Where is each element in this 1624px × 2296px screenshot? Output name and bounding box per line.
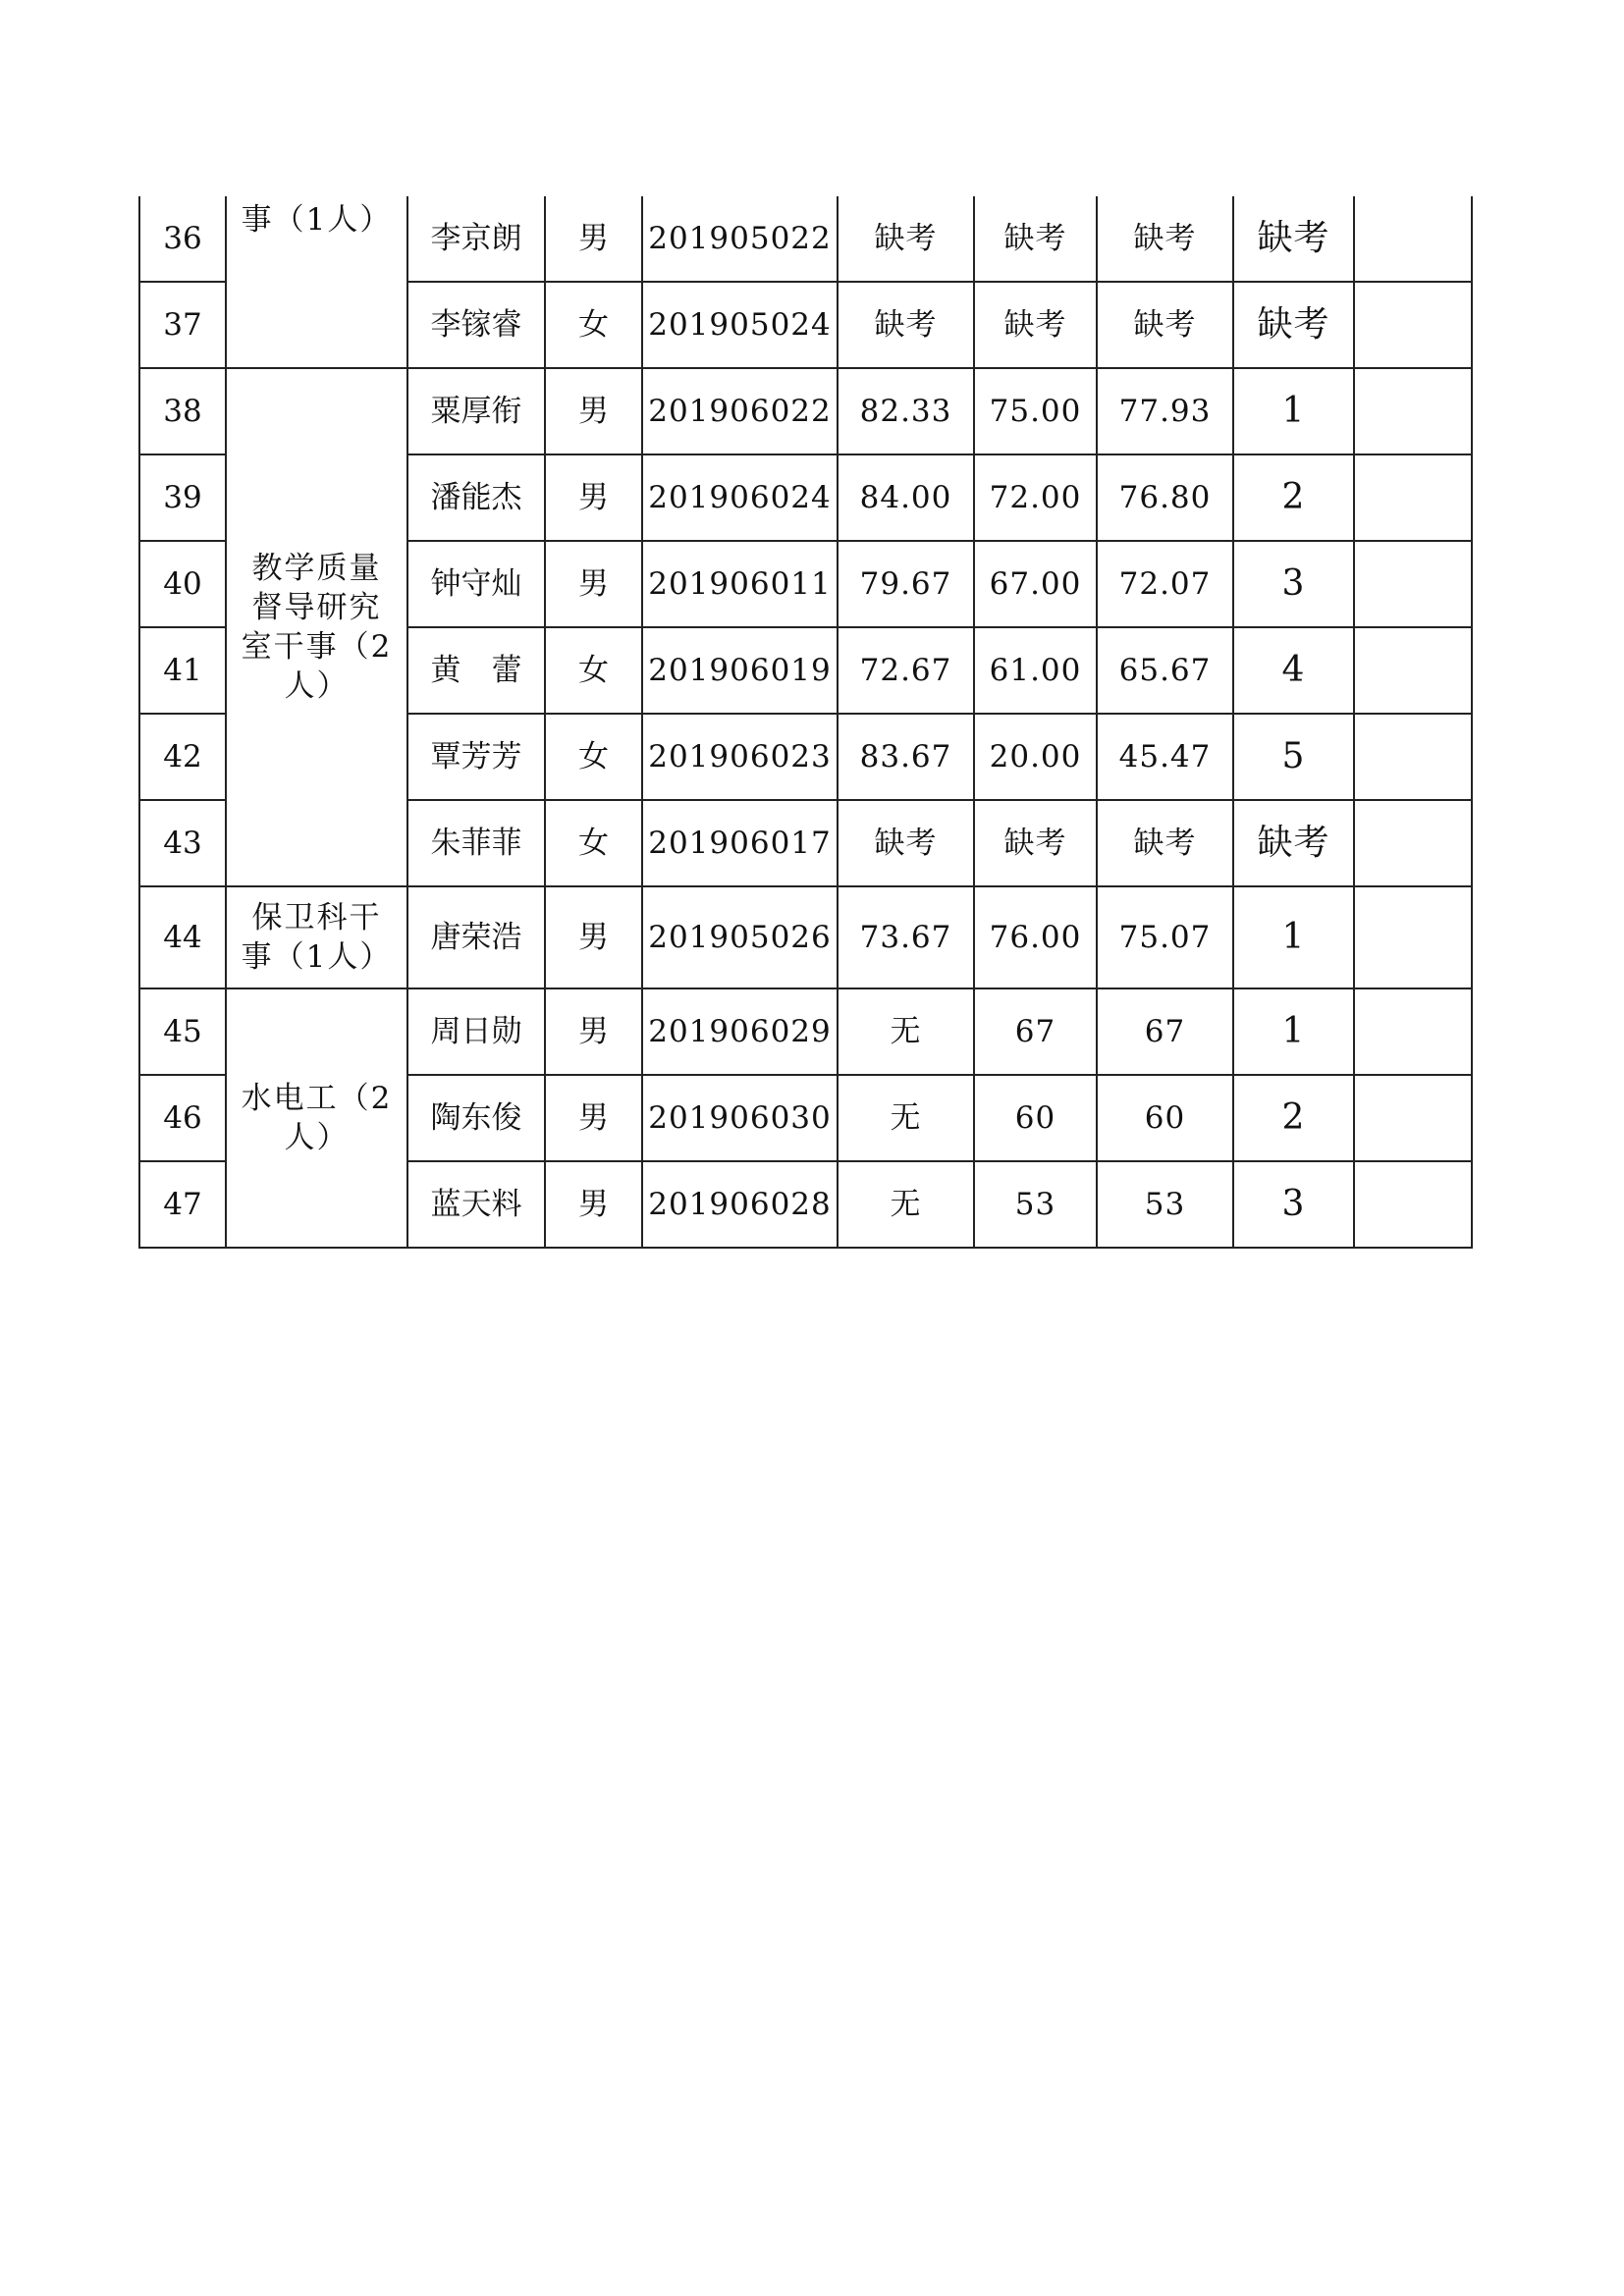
total-score-cell: 72.07 — [1097, 541, 1233, 627]
exam-number-cell: 201906028 — [642, 1161, 838, 1248]
exam-number-cell: 201906024 — [642, 454, 838, 541]
score-2-cell: 61.00 — [974, 627, 1097, 714]
row-number: 40 — [139, 541, 226, 627]
note-cell — [1354, 368, 1472, 454]
score-2-cell: 缺考 — [974, 800, 1097, 886]
gender-cell: 男 — [545, 988, 642, 1075]
position-cell: 事（1人） — [226, 196, 407, 368]
score-2-cell: 53 — [974, 1161, 1097, 1248]
row-number: 38 — [139, 368, 226, 454]
name-cell: 李镓睿 — [407, 282, 545, 368]
score-1-cell: 无 — [838, 1075, 974, 1161]
position-cell: 保卫科干事（1人） — [226, 886, 407, 988]
rank-cell: 2 — [1233, 1075, 1354, 1161]
gender-cell: 男 — [545, 454, 642, 541]
note-cell — [1354, 800, 1472, 886]
row-number: 39 — [139, 454, 226, 541]
score-1-cell: 缺考 — [838, 800, 974, 886]
note-cell — [1354, 282, 1472, 368]
name-cell: 唐荣浩 — [407, 886, 545, 988]
score-1-cell: 79.67 — [838, 541, 974, 627]
score-2-cell: 67.00 — [974, 541, 1097, 627]
row-number: 46 — [139, 1075, 226, 1161]
score-2-cell: 72.00 — [974, 454, 1097, 541]
gender-cell: 女 — [545, 282, 642, 368]
score-1-cell: 72.67 — [838, 627, 974, 714]
rank-cell: 缺考 — [1233, 282, 1354, 368]
exam-number-cell: 201905024 — [642, 282, 838, 368]
row-number: 36 — [139, 196, 226, 282]
gender-cell: 男 — [545, 886, 642, 988]
score-2-cell: 75.00 — [974, 368, 1097, 454]
table-row — [139, 368, 1472, 454]
note-cell — [1354, 541, 1472, 627]
row-number: 42 — [139, 714, 226, 800]
position-cell: 水电工（2人） — [226, 988, 407, 1248]
row-number: 47 — [139, 1161, 226, 1248]
score-2-cell: 20.00 — [974, 714, 1097, 800]
exam-number-cell: 201906017 — [642, 800, 838, 886]
total-score-cell: 65.67 — [1097, 627, 1233, 714]
gender-cell: 男 — [545, 1161, 642, 1248]
rank-cell: 3 — [1233, 1161, 1354, 1248]
exam-number-cell: 201905026 — [642, 886, 838, 988]
rank-cell: 1 — [1233, 886, 1354, 988]
score-2-cell: 60 — [974, 1075, 1097, 1161]
score-1-cell: 无 — [838, 1161, 974, 1248]
total-score-cell: 77.93 — [1097, 368, 1233, 454]
gender-cell: 女 — [545, 800, 642, 886]
rank-cell: 4 — [1233, 627, 1354, 714]
exam-number-cell: 201906023 — [642, 714, 838, 800]
total-score-cell: 76.80 — [1097, 454, 1233, 541]
name-cell: 蓝天料 — [407, 1161, 545, 1248]
table-row — [139, 196, 1472, 282]
exam-number-cell: 201906022 — [642, 368, 838, 454]
name-cell: 钟守灿 — [407, 541, 545, 627]
score-2-cell: 76.00 — [974, 886, 1097, 988]
name-cell: 李京朗 — [407, 196, 545, 282]
note-cell — [1354, 714, 1472, 800]
rank-cell: 缺考 — [1233, 196, 1354, 282]
rank-cell: 1 — [1233, 988, 1354, 1075]
score-1-cell: 无 — [838, 988, 974, 1075]
note-cell — [1354, 627, 1472, 714]
exam-number-cell: 201906029 — [642, 988, 838, 1075]
note-cell — [1354, 988, 1472, 1075]
rank-cell: 1 — [1233, 368, 1354, 454]
note-cell — [1354, 454, 1472, 541]
score-table — [138, 196, 1473, 1249]
name-cell: 粟厚衔 — [407, 368, 545, 454]
total-score-cell: 缺考 — [1097, 282, 1233, 368]
row-number: 45 — [139, 988, 226, 1075]
name-cell: 朱菲菲 — [407, 800, 545, 886]
total-score-cell: 缺考 — [1097, 196, 1233, 282]
name-cell: 潘能杰 — [407, 454, 545, 541]
gender-cell: 男 — [545, 1075, 642, 1161]
exam-number-cell: 201906011 — [642, 541, 838, 627]
table-row — [139, 886, 1472, 988]
note-cell — [1354, 1075, 1472, 1161]
row-number: 37 — [139, 282, 226, 368]
score-2-cell: 67 — [974, 988, 1097, 1075]
name-cell: 覃芳芳 — [407, 714, 545, 800]
total-score-cell: 缺考 — [1097, 800, 1233, 886]
score-1-cell: 84.00 — [838, 454, 974, 541]
score-1-cell: 缺考 — [838, 282, 974, 368]
score-1-cell: 83.67 — [838, 714, 974, 800]
score-1-cell: 73.67 — [838, 886, 974, 988]
exam-number-cell: 201906019 — [642, 627, 838, 714]
gender-cell: 女 — [545, 627, 642, 714]
note-cell — [1354, 886, 1472, 988]
total-score-cell: 60 — [1097, 1075, 1233, 1161]
gender-cell: 男 — [545, 196, 642, 282]
score-1-cell: 缺考 — [838, 196, 974, 282]
score-1-cell: 82.33 — [838, 368, 974, 454]
score-2-cell: 缺考 — [974, 282, 1097, 368]
rank-cell: 2 — [1233, 454, 1354, 541]
row-number: 43 — [139, 800, 226, 886]
score-2-cell: 缺考 — [974, 196, 1097, 282]
total-score-cell: 53 — [1097, 1161, 1233, 1248]
total-score-cell: 45.47 — [1097, 714, 1233, 800]
name-cell: 陶东俊 — [407, 1075, 545, 1161]
note-cell — [1354, 1161, 1472, 1248]
table-row — [139, 988, 1472, 1075]
rank-cell: 3 — [1233, 541, 1354, 627]
total-score-cell: 67 — [1097, 988, 1233, 1075]
row-number: 44 — [139, 886, 226, 988]
gender-cell: 男 — [545, 541, 642, 627]
note-cell — [1354, 196, 1472, 282]
exam-number-cell: 201906030 — [642, 1075, 838, 1161]
row-number: 41 — [139, 627, 226, 714]
name-cell: 周日勋 — [407, 988, 545, 1075]
total-score-cell: 75.07 — [1097, 886, 1233, 988]
gender-cell: 女 — [545, 714, 642, 800]
rank-cell: 缺考 — [1233, 800, 1354, 886]
name-cell: 黄 蕾 — [407, 627, 545, 714]
gender-cell: 男 — [545, 368, 642, 454]
position-cell: 教学质量督导研究室干事（2人） — [226, 368, 407, 886]
rank-cell: 5 — [1233, 714, 1354, 800]
exam-number-cell: 201905022 — [642, 196, 838, 282]
